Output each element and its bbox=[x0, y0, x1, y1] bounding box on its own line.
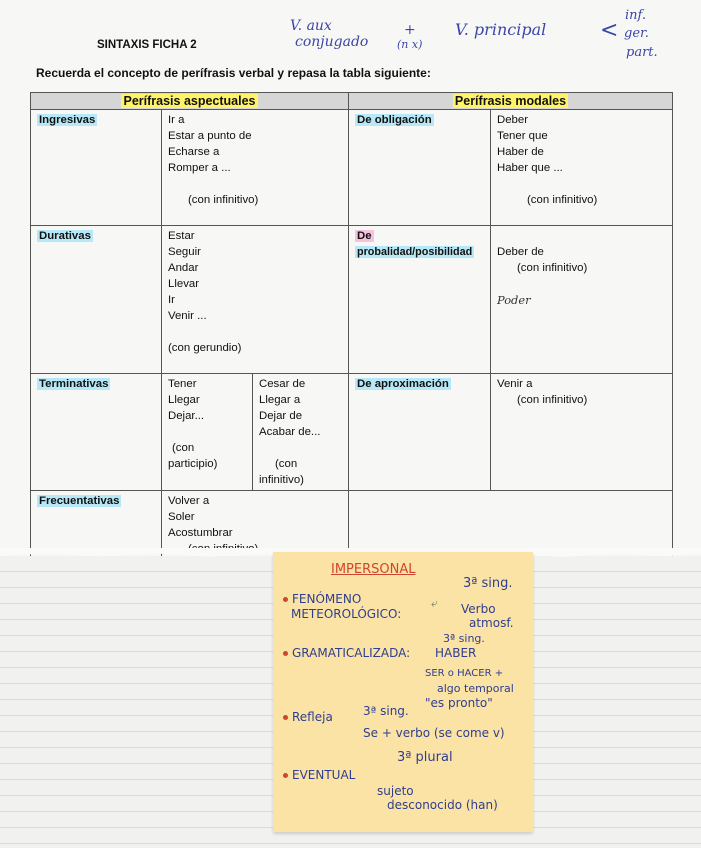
arrow-icon: ⤶ bbox=[431, 596, 438, 610]
handwritten-plus: + bbox=[404, 22, 416, 38]
eventual-label: EVENTUAL bbox=[283, 768, 355, 782]
fen-verbo: Verbo bbox=[461, 602, 496, 616]
handwritten-part: part. bbox=[626, 45, 658, 60]
handwritten-principal: V. principal bbox=[455, 20, 547, 39]
header-modales: Perífrasis modales bbox=[349, 93, 673, 110]
eventual-desconocido: desconocido (han) bbox=[387, 798, 498, 812]
fen-3sing: 3ª sing. bbox=[463, 576, 513, 591]
terminativas-list-b: Cesar de Llegar a Dejar de Acabar de... (con infinitivo) bbox=[253, 374, 349, 491]
gram-haber: HABER bbox=[435, 646, 477, 660]
category-durativas: Durativas bbox=[31, 226, 162, 374]
durativas-list: Estar Seguir Andar Llevar Ir Venir ... (con gerundio) bbox=[162, 226, 349, 374]
fenomeno-label: FENÓMENO bbox=[283, 592, 361, 606]
refleja-se-verbo: Se + verbo (se come v) bbox=[363, 726, 505, 740]
handwritten-paren: (n x) bbox=[397, 38, 423, 51]
handwritten-ger: ger. bbox=[624, 26, 649, 41]
instruction-text: Recuerda el concepto de perífrasis verbal y repasa la tabla siguiente: bbox=[36, 66, 431, 80]
refleja-3sing: 3ª sing. bbox=[363, 704, 409, 718]
frecuentativas-list: Volver a Soler Acostumbrar bbox=[162, 491, 349, 560]
category-terminativas: Terminativas bbox=[31, 374, 162, 491]
eventual-sujeto: sujeto bbox=[377, 784, 414, 798]
aproximacion-list: Venir a (con infinitivo) bbox=[491, 374, 673, 491]
handwritten-brace: < bbox=[600, 18, 619, 43]
obligacion-list: Deber Tener que Haber de Haber que ... (con infinitivo) bbox=[491, 110, 673, 226]
refleja-label: Refleja bbox=[283, 710, 333, 724]
sticky-note bbox=[273, 552, 533, 832]
gram-es-pronto: "es pronto" bbox=[425, 696, 493, 710]
gram-algo-temporal: algo temporal bbox=[437, 682, 514, 695]
handwritten-poder: Poder bbox=[497, 293, 531, 307]
category-probabilidad: De probalidad/posibilidad bbox=[349, 226, 491, 374]
terminativas-list-a: Tener Llegar Dejar... (con participio) bbox=[162, 374, 253, 491]
fen-atmosf: atmosf. bbox=[469, 616, 514, 630]
header-aspectuales: Perífrasis aspectuales bbox=[31, 93, 349, 110]
meteorologico-label: METEOROLÓGICO: bbox=[291, 607, 402, 621]
category-aproximacion: De aproximación bbox=[349, 374, 491, 491]
gram-3sing: 3ª sing. bbox=[443, 632, 485, 645]
gramaticalizada-label: GRAMATICALIZADA: bbox=[283, 646, 410, 660]
category-obligacion: De obligación bbox=[349, 110, 491, 226]
category-ingresivas: Ingresivas bbox=[31, 110, 162, 226]
handwritten-inf: inf. bbox=[625, 8, 647, 23]
probabilidad-list: Deber de (con infinitivo) Poder bbox=[491, 226, 673, 374]
sticky-heading: IMPERSONAL bbox=[331, 562, 416, 577]
handwritten-aux: V. aux bbox=[290, 18, 332, 34]
handwritten-conjugado: conjugado bbox=[295, 34, 369, 50]
periphrasis-table bbox=[30, 92, 673, 560]
gram-ser-hacer: SER o HACER + bbox=[425, 668, 504, 679]
ingresivas-list: Ir a Estar a punto de Echarse a Romper a ... (con infinitivo) bbox=[162, 110, 349, 226]
eventual-3plural: 3ª plural bbox=[397, 750, 453, 765]
worksheet-title: SINTAXIS FICHA 2 bbox=[97, 39, 197, 51]
category-frecuentativas: Frecuentativas bbox=[31, 491, 162, 560]
